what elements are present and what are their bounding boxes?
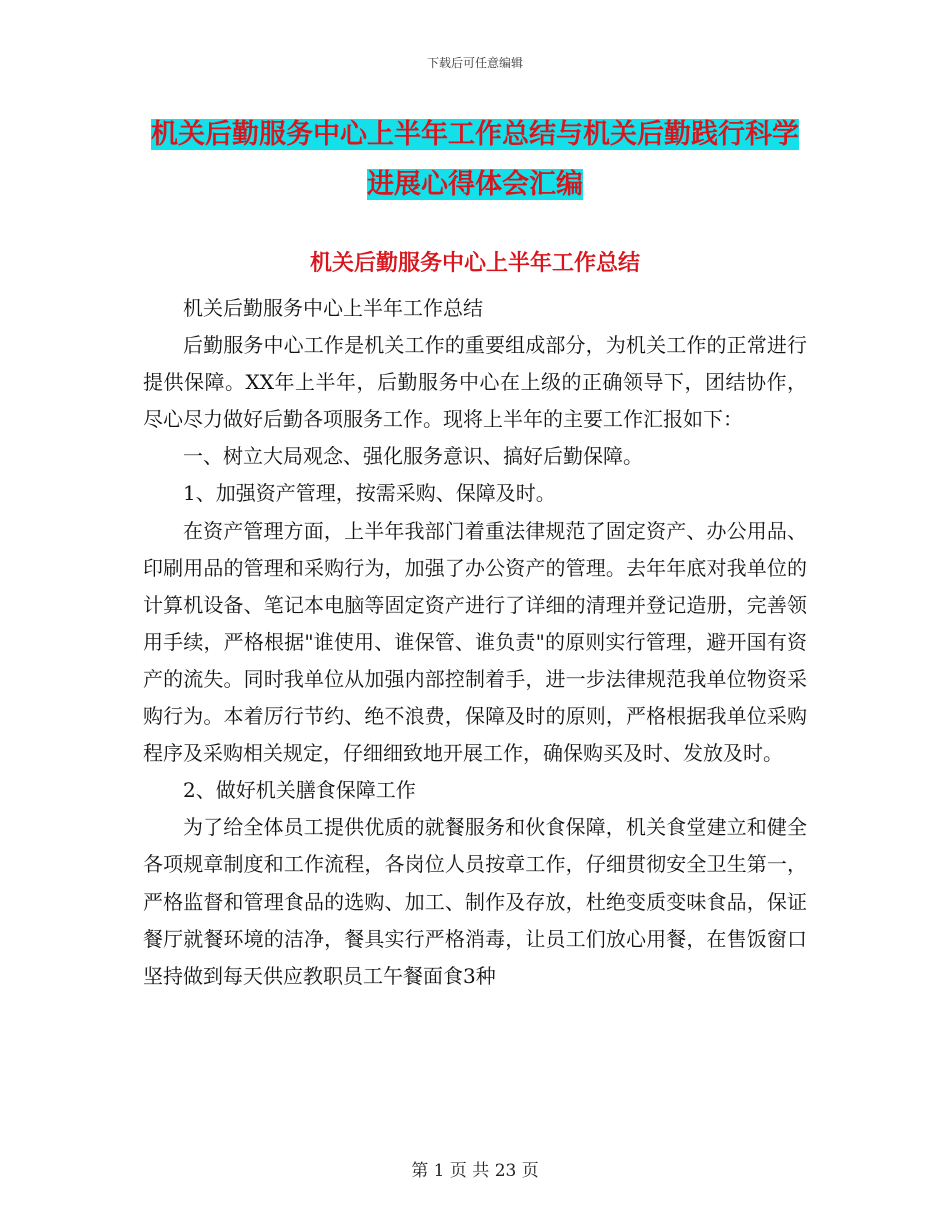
paragraph: 为了给全体员工提供优质的就餐服务和伙食保障，机关食堂建立和健全各项规章制度和工作流程，各岗位人员按章工作，仔细贯彻安全卫生第一，严格监督和管理食品的选购、加工、制作及存放，杜绝变质变味食品，保证餐厅就餐环境的洁净，餐具实行严格消毒，让员工们放心用餐，在售饭窗口坚持做到每天供应教职员工午餐面食3种 bbox=[143, 815, 807, 988]
paragraph: 一、树立大局观念、强化服务意识、搞好后勤保障。 bbox=[183, 444, 643, 469]
page-footer: 第 1 页 共 23 页 bbox=[411, 1161, 539, 1181]
document-title bbox=[143, 110, 807, 210]
section-title: 机关后勤服务中心上半年工作总结 bbox=[309, 250, 640, 276]
document-body bbox=[143, 290, 807, 995]
document-title-text: 机关后勤服务中心上半年工作总结与机关后勤践行科学进展心得体会汇编 bbox=[151, 119, 799, 200]
paragraph: 1、加强资产管理，按需采购、保障及时。 bbox=[183, 481, 556, 506]
paragraph: 2、做好机关膳食保障工作 bbox=[183, 778, 416, 803]
paragraph: 机关后勤服务中心上半年工作总结 bbox=[183, 296, 483, 320]
paragraph: 在资产管理方面，上半年我部门着重法律规范了固定资产、办公用品、印刷用品的管理和采购行为，加强了办公资产的管理。去年年底对我单位的计算机设备、笔记本电脑等固定资产进行了详细的清理并登记造册，完善领用手续，严格根据"谁使用、谁保管、谁负责"的原则实行管理，避开国有资产的流失。同时我单位从加强内部控制着手，进一步法律规范我单位物资采购行为。本着厉行节约、绝不浪费，保障及时的原则，严格根据我单位采购程序及采购相关规定，仔细细致地开展工作，确保购买及时、发放及时。 bbox=[143, 518, 807, 766]
header-note: 下载后可任意编辑 bbox=[426, 56, 523, 70]
paragraph: 后勤服务中心工作是机关工作的重要组成部分，为机关工作的正常进行提供保障。XX年上半年，后勤服务中心在上级的正确领导下，团结协作，尽心尽力做好后勤各项服务工作。现将上半年的主要工作汇报如下： bbox=[143, 333, 807, 432]
